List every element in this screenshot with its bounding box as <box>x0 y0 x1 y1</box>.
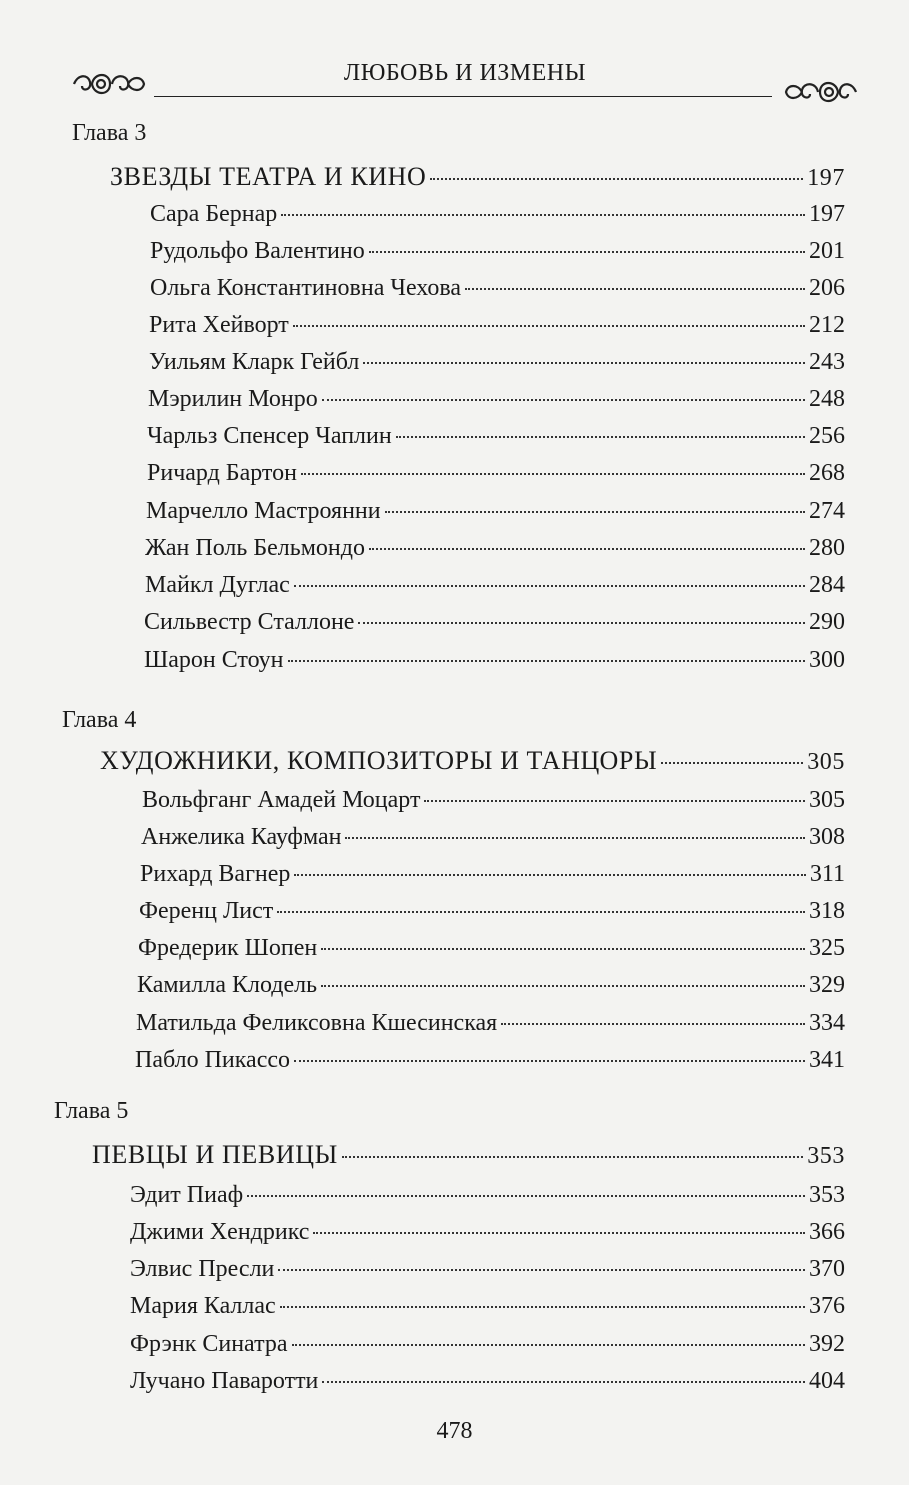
toc-entry[interactable] <box>135 1045 845 1075</box>
entry-name: Лучано Паваротти <box>130 1368 319 1394</box>
entry-name: Вольфганг Амадей Моцарт <box>142 787 421 813</box>
page-ref: 284 <box>809 572 845 598</box>
entry-name: Мария Каллас <box>130 1293 276 1319</box>
leader-dots <box>661 762 803 764</box>
toc-entry[interactable] <box>130 1180 845 1210</box>
toc-entry[interactable] <box>130 1291 845 1321</box>
toc-entry[interactable] <box>147 421 845 451</box>
leader-dots <box>278 1269 805 1271</box>
entry-name: Элвис Пресли <box>130 1256 275 1282</box>
leader-dots <box>321 948 805 950</box>
leader-dots <box>247 1195 805 1197</box>
page-ref: 311 <box>809 861 845 887</box>
page-ref: 248 <box>809 386 845 412</box>
leader-dots <box>292 1344 805 1346</box>
page-ref: 366 <box>809 1219 845 1245</box>
leader-dots <box>345 837 805 839</box>
entry-name: Мэрилин Монро <box>148 386 318 412</box>
toc-section[interactable] <box>100 746 845 777</box>
entry-name: Сильвестр Сталлоне <box>144 609 355 635</box>
leader-dots <box>288 660 806 662</box>
entry-name: Пабло Пикассо <box>135 1047 291 1073</box>
leader-dots <box>363 362 805 364</box>
toc-entry[interactable] <box>144 607 845 637</box>
leader-dots <box>430 178 803 180</box>
page-ref: 268 <box>809 460 845 486</box>
chapter-label: Глава 3 <box>72 120 147 146</box>
entry-name: Матильда Феликсовна Кшесинская <box>136 1010 498 1036</box>
leader-dots <box>294 1060 805 1062</box>
page-ref: 305 <box>807 749 845 775</box>
page-ref: 376 <box>809 1293 845 1319</box>
page-ref: 318 <box>809 898 845 924</box>
toc-entry[interactable] <box>139 896 845 926</box>
page-ref: 305 <box>809 787 845 813</box>
entry-name: Рудольфо Валентино <box>150 238 365 264</box>
entry-name: Эдит Пиаф <box>130 1182 244 1208</box>
toc-entry[interactable] <box>149 310 845 340</box>
toc-entry[interactable] <box>137 970 845 1000</box>
leader-dots <box>322 399 805 401</box>
running-header <box>70 58 860 108</box>
section-title: ЗВЕЗДЫ ТЕАТРА И КИНО <box>110 162 427 191</box>
page-ref: 243 <box>809 349 845 375</box>
page-ref: 300 <box>809 647 845 673</box>
leader-dots <box>424 800 805 802</box>
page-ref: 329 <box>809 972 845 998</box>
leader-dots <box>293 325 805 327</box>
entry-name: Сара Бернар <box>150 201 278 227</box>
entry-name: Рихард Вагнер <box>140 861 291 887</box>
page-number: 478 <box>436 1418 473 1444</box>
page-ref: 280 <box>809 535 845 561</box>
toc-section[interactable] <box>110 162 845 193</box>
page-ref: 392 <box>809 1331 845 1357</box>
leader-dots <box>369 548 805 550</box>
leader-dots <box>465 288 805 290</box>
entry-name: Рита Хейворт <box>149 312 289 338</box>
toc-section[interactable] <box>92 1140 845 1171</box>
toc-entry[interactable] <box>146 496 845 526</box>
leader-dots <box>385 511 805 513</box>
toc-entry[interactable] <box>145 533 845 563</box>
page-ref: 212 <box>809 312 845 338</box>
chapter-label: Глава 4 <box>62 707 137 733</box>
entry-name: Фредерик Шопен <box>138 935 318 961</box>
toc-entry[interactable] <box>130 1217 845 1247</box>
leader-dots <box>280 1306 805 1308</box>
leader-dots <box>301 473 805 475</box>
entry-name: Ричард Бартон <box>147 460 297 486</box>
toc-entry[interactable] <box>144 645 845 675</box>
page-ref: 353 <box>809 1182 845 1208</box>
leader-dots <box>501 1023 805 1025</box>
page-ref: 197 <box>809 201 845 227</box>
leader-dots <box>277 911 805 913</box>
toc-entry[interactable] <box>141 822 845 852</box>
leader-dots <box>342 1156 803 1158</box>
toc-entry[interactable] <box>150 236 845 266</box>
page-ref: 290 <box>809 609 845 635</box>
header-title: ЛЮБОВЬ И ИЗМЕНЫ <box>343 60 587 86</box>
ornament-right-icon <box>782 72 860 112</box>
toc-entry[interactable] <box>149 347 845 377</box>
page-ref: 341 <box>809 1047 845 1073</box>
toc-entry[interactable] <box>130 1254 845 1284</box>
leader-dots <box>321 985 805 987</box>
page-ref: 334 <box>809 1010 845 1036</box>
entry-name: Шарон Стоун <box>144 647 284 673</box>
leader-dots <box>322 1381 805 1383</box>
toc-entry[interactable] <box>147 458 845 488</box>
leader-dots <box>281 214 805 216</box>
toc-entry[interactable] <box>130 1329 845 1359</box>
toc-entry[interactable] <box>150 199 845 229</box>
page-ref: 325 <box>809 935 845 961</box>
toc-entry[interactable] <box>142 785 845 815</box>
section-title: ПЕВЦЫ И ПЕВИЦЫ <box>92 1140 338 1169</box>
entry-name: Камилла Клодель <box>137 972 318 998</box>
toc-entry[interactable] <box>140 859 845 889</box>
toc-entry[interactable] <box>130 1366 845 1396</box>
page-ref: 274 <box>809 498 845 524</box>
entry-name: Ференц Лист <box>139 898 274 924</box>
entry-name: Уильям Кларк Гейбл <box>149 349 360 375</box>
leader-dots <box>358 622 805 624</box>
entry-name: Ольга Константиновна Чехова <box>150 275 462 301</box>
leader-dots <box>294 585 805 587</box>
leader-dots <box>369 251 805 253</box>
chapter-label: Глава 5 <box>54 1098 129 1124</box>
toc-entry[interactable] <box>148 384 845 414</box>
page-ref: 308 <box>809 824 845 850</box>
entry-name: Джими Хендрикс <box>130 1219 310 1245</box>
page-ref: 370 <box>809 1256 845 1282</box>
toc-entry[interactable] <box>138 933 845 963</box>
page-ref: 201 <box>809 238 845 264</box>
entry-name: Анжелика Кауфман <box>141 824 342 850</box>
page-ref: 206 <box>809 275 845 301</box>
section-title: ХУДОЖНИКИ, КОМПОЗИТОРЫ И ТАНЦОРЫ <box>100 746 658 775</box>
leader-dots <box>294 874 805 876</box>
header-rule <box>154 96 772 97</box>
entry-name: Марчелло Мастроянни <box>146 498 381 524</box>
toc-entry[interactable] <box>145 570 845 600</box>
page-ref: 353 <box>807 1143 845 1169</box>
page-ref: 256 <box>809 423 845 449</box>
toc-entry[interactable] <box>150 273 845 303</box>
toc-entry[interactable] <box>136 1008 845 1038</box>
leader-dots <box>313 1232 805 1234</box>
entry-name: Чарльз Спенсер Чаплин <box>147 423 392 449</box>
page-ref: 404 <box>809 1368 845 1394</box>
leader-dots <box>396 436 805 438</box>
page-ref: 197 <box>807 165 845 191</box>
entry-name: Жан Поль Бельмондо <box>145 535 365 561</box>
entry-name: Фрэнк Синатра <box>130 1331 288 1357</box>
entry-name: Майкл Дуглас <box>145 572 290 598</box>
